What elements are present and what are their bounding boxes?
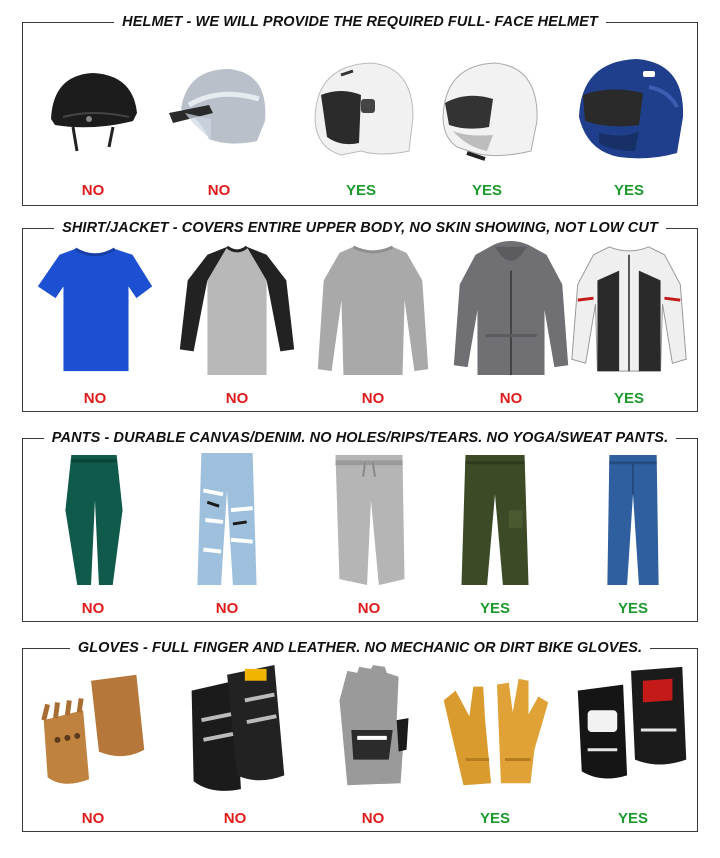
riding-jacket-icon <box>569 241 689 379</box>
verdict-yes: YES <box>479 600 510 617</box>
verdict-no: NO <box>215 600 239 617</box>
verdict-no: NO <box>225 390 249 407</box>
canvas-pants-icon <box>435 451 555 589</box>
open-face-helmet-icon <box>301 43 421 171</box>
shirt-item <box>35 241 155 409</box>
gloves-item <box>175 661 295 829</box>
gloves-item <box>313 661 433 829</box>
half-helmet-icon <box>33 43 153 171</box>
hoodie-icon <box>451 241 571 379</box>
helmet-section <box>22 14 698 206</box>
verdict-no: NO <box>81 810 105 827</box>
verdict-yes: YES <box>617 600 648 617</box>
shirt-item <box>177 241 297 409</box>
verdict-yes: YES <box>617 810 648 827</box>
yoga-pants-icon <box>33 451 153 589</box>
gloves-section <box>22 640 698 832</box>
t-shirt-icon <box>35 241 155 379</box>
raglan-shirt-icon <box>177 241 297 379</box>
verdict-no: NO <box>81 182 105 199</box>
verdict-no: NO <box>499 390 523 407</box>
pants-item <box>33 451 153 619</box>
gloves-item <box>573 661 693 829</box>
verdict-no: NO <box>207 182 231 199</box>
denim-jeans-icon <box>573 451 693 589</box>
verdict-yes: YES <box>479 810 510 827</box>
verdict-no: NO <box>83 390 107 407</box>
verdict-no: NO <box>361 390 385 407</box>
shirt-jacket-section <box>22 220 698 412</box>
sweat-pants-icon <box>309 451 429 589</box>
helmet-item <box>569 43 689 201</box>
mechanix-gloves-icon <box>175 661 295 799</box>
leather-work-gloves-icon <box>435 661 555 799</box>
shirt-item <box>313 241 433 409</box>
shirt-jacket-section-title: SHIRT/JACKET - COVERS ENTIRE UPPER BODY, NO SKIN SHOWING, NOT LOW CUT <box>54 220 666 236</box>
gloves-item <box>435 661 555 829</box>
pants-section <box>22 430 698 622</box>
gloves-item <box>33 661 153 829</box>
gloves-section-title: GLOVES - FULL FINGER AND LEATHER. NO MECHANIC OR DIRT BIKE GLOVES. <box>70 640 650 656</box>
verdict-yes: YES <box>613 182 644 199</box>
full-face-helmet-icon <box>569 43 689 171</box>
verdict-no: NO <box>223 810 247 827</box>
helmet-item <box>159 43 279 201</box>
pants-item <box>573 451 693 619</box>
verdict-no: NO <box>361 810 385 827</box>
shirt-item <box>569 241 689 409</box>
ripped-jeans-icon <box>167 451 287 589</box>
helmet-item <box>427 43 547 201</box>
verdict-yes: YES <box>471 182 502 199</box>
verdict-yes: YES <box>345 182 376 199</box>
motorcycle-gloves-icon <box>573 661 693 799</box>
open-face-visor-helmet-icon <box>159 43 279 171</box>
modular-helmet-icon <box>427 43 547 171</box>
long-sleeve-shirt-icon <box>313 241 433 379</box>
dirt-bike-gloves-icon <box>313 661 433 799</box>
helmet-item <box>301 43 421 201</box>
verdict-no: NO <box>81 600 105 617</box>
verdict-yes: YES <box>613 390 644 407</box>
pants-item <box>309 451 429 619</box>
pants-section-title: PANTS - DURABLE CANVAS/DENIM. NO HOLES/RIPS/TEARS. NO YOGA/SWEAT PANTS. <box>44 430 676 446</box>
helmet-item <box>33 43 153 201</box>
pants-item <box>435 451 555 619</box>
pants-item <box>167 451 287 619</box>
shirt-item <box>451 241 571 409</box>
verdict-no: NO <box>357 600 381 617</box>
helmet-section-title: HELMET - WE WILL PROVIDE THE REQUIRED FULL- FACE HELMET <box>114 14 606 30</box>
fingerless-gloves-icon <box>33 661 153 799</box>
